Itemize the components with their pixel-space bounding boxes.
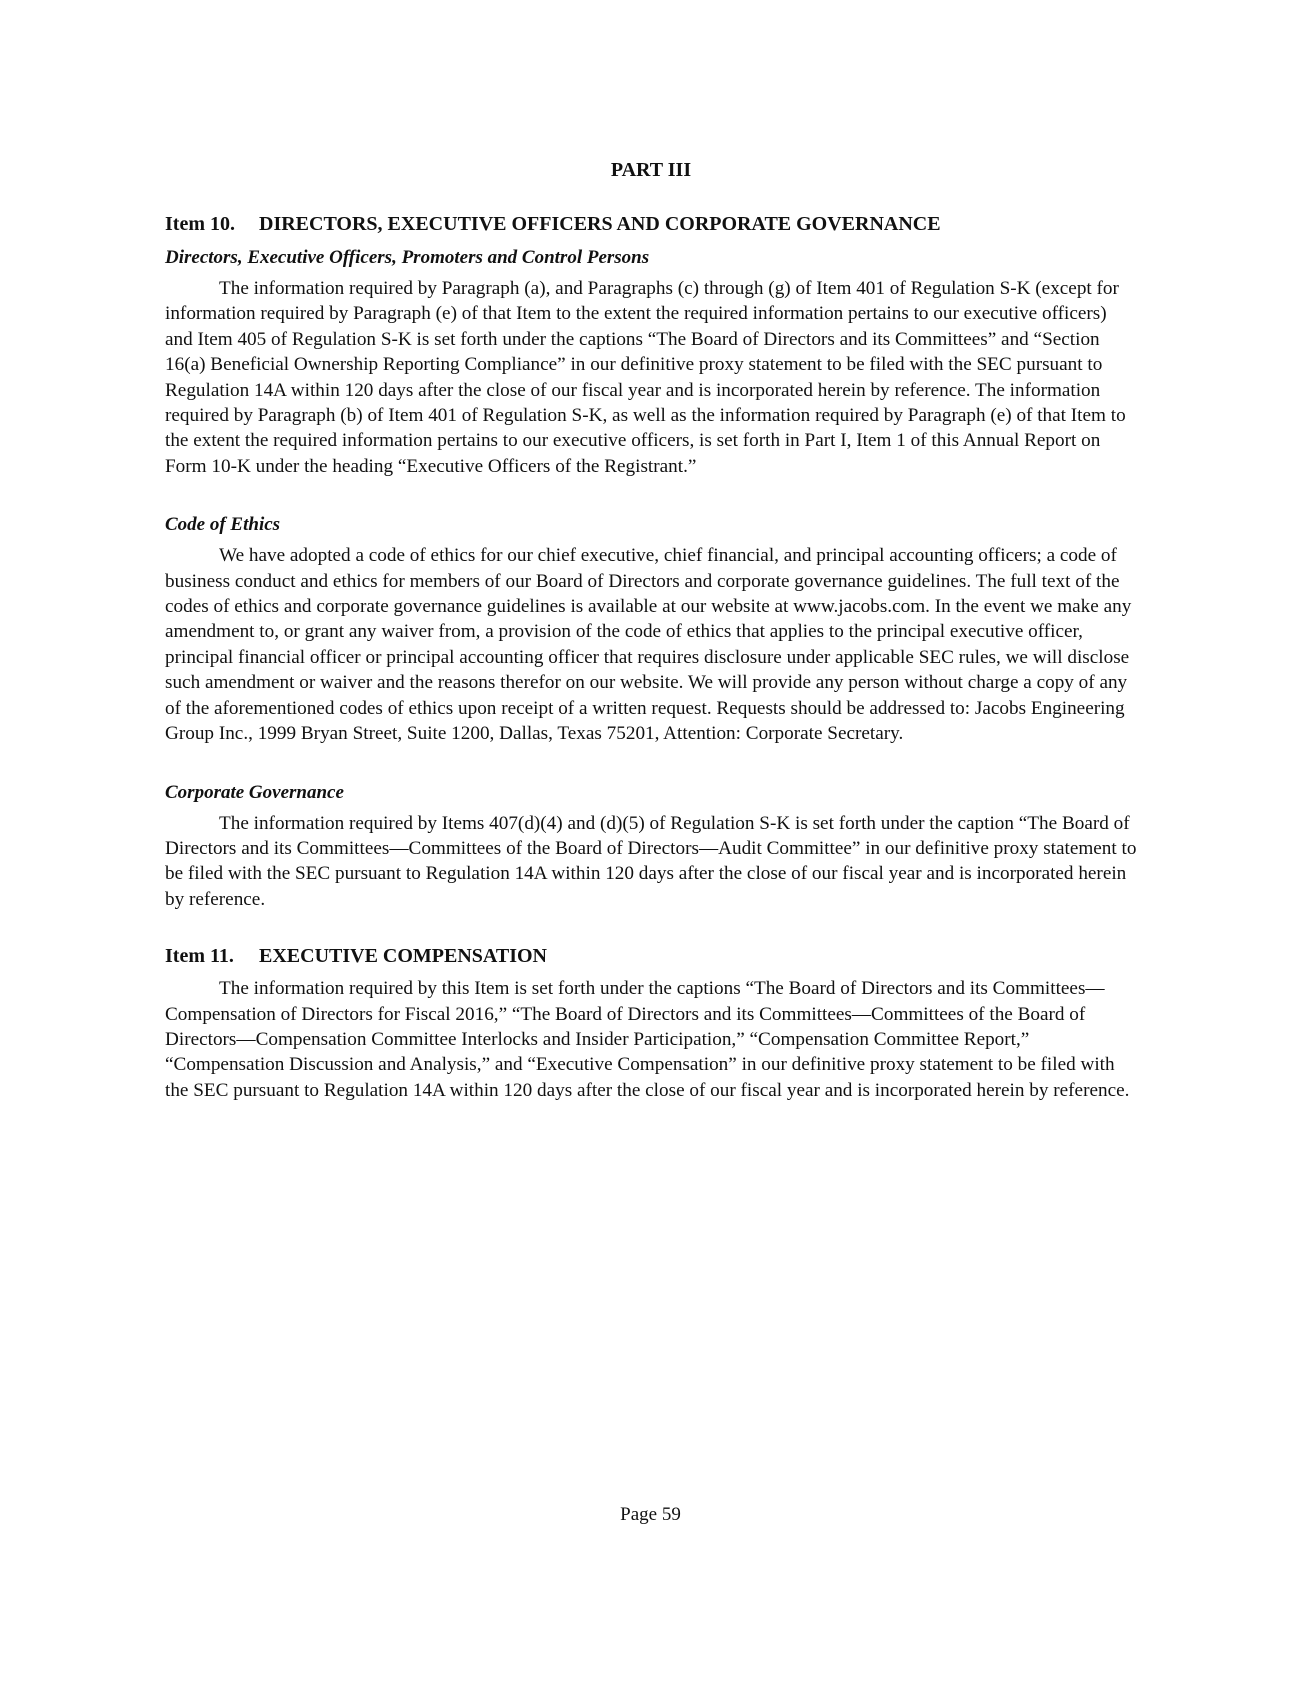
item-11-title: EXECUTIVE COMPENSATION: [259, 945, 547, 968]
item-10-number: Item 10.: [165, 213, 235, 235]
corporate-governance-heading: Corporate Governance: [165, 781, 344, 803]
item-10-title: DIRECTORS, EXECUTIVE OFFICERS AND CORPORATE GOVERNANCE: [259, 213, 941, 235]
directors-officers-heading: Directors, Executive Officers, Promoters and Control Persons: [165, 247, 650, 268]
page-number: Page 59: [620, 1504, 681, 1525]
corporate-governance-paragraph: The information required by Items 407(d)(4) and (d)(5) of Regulation S-K is set forth under the caption “The Board of Directors and its Committees—Committees of the Board of Directors—Audit Committee” in our definitive proxy statement to be filed with the SEC pursuant to Regulation 14A within 120 days after the close of our fiscal year and is incorporated herein by reference.: [165, 812, 1137, 910]
spacer: [165, 747, 1137, 779]
code-of-ethics-paragraph: We have adopted a code of ethics for our chief executive, chief financial, and principal accounting officers; a code of business conduct and ethics for members of our Board of Directors and corporate governance guidelines. The full text of the codes of ethics and corporate governance guidelines is available at our website at www.jacobs.com. In the event we make any amendment to, or grant any waiver from, a provision of the code of ethics that applies to the principal executive officer, principal financial officer or principal accounting officer that requires disclosure under applicable SEC rules, we will disclose such amendment or waiver and the reasons therefor on our website. We will provide any person without charge a copy of any of the aforementioned codes of ethics upon receipt of a written request. Requests should be addressed to: Jacobs Engineering Group Inc., 1999 Bryan Street, Suite 1200, Dallas, Texas 75201, Attention: Corporate Secretary.: [165, 545, 1132, 745]
code-of-ethics-heading: Code of Ethics: [165, 514, 281, 536]
executive-compensation-paragraph: The information required by this Item is set forth under the captions “The Board of Directors and its Committees—Compensation of Directors for Fiscal 2016,” “The Board of Directors and its Committees—Committees of the Board of Directors—Compensation Committee Interlocks and Insider Participation,” “Compensation Committee Report,” “Compensation Discussion and Analysis,” and “Executive Compensation” in our definitive proxy statement to be filed with the SEC pursuant to Regulation 14A within 120 days after the close of our fiscal year and is incorporated herein by reference.: [165, 978, 1130, 1101]
spacer: [165, 479, 1137, 511]
spacer: [165, 912, 1137, 942]
item-11-number: Item 11.: [165, 945, 234, 968]
page-content: [165, 156, 1137, 1103]
part-title: PART III: [610, 159, 692, 181]
item-11-heading: [165, 942, 1137, 970]
item-10-heading: [165, 210, 1137, 238]
directors-officers-paragraph: The information required by Paragraph (a), and Paragraphs (c) through (g) of Item 401 of Regulation S-K (except for information required by Paragraph (e) of that Item to the extent the required information pertains to our executive officers) and Item 405 of Regulation S-K is set forth under the captions “The Board of Directors and its Committees” and “Section 16(a) Beneficial Ownership Reporting Compliance” in our definitive proxy statement to be filed with the SEC pursuant to Regulation 14A within 120 days after the close of our fiscal year and is incorporated herein by reference. The information required by Paragraph (b) of Item 401 of Regulation S-K, as well as the information required by Paragraph (e) of that Item to the extent the required information pertains to our executive officers, is set forth in Part I, Item 1 of this Annual Report on Form 10-K under the heading “Executive Officers of the Registrant.”: [165, 278, 1126, 477]
